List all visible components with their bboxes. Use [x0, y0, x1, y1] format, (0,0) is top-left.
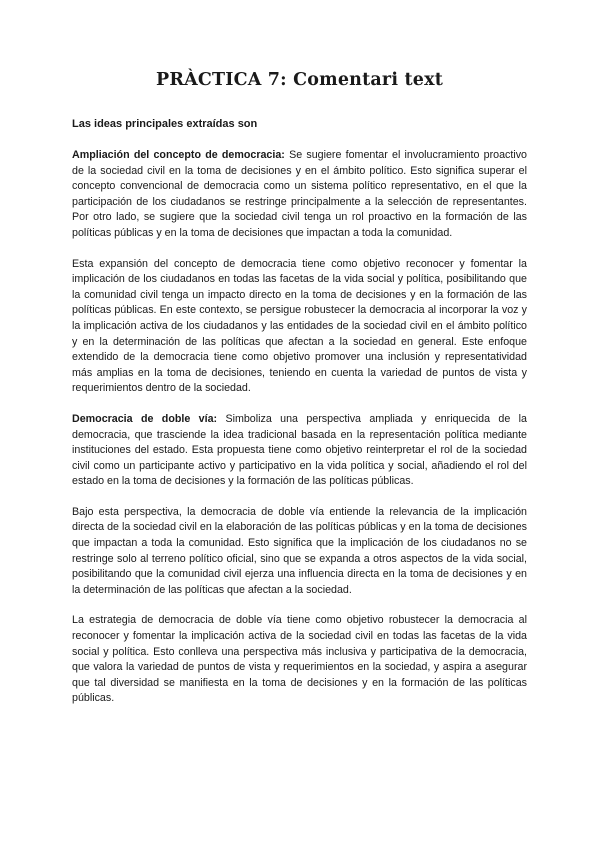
paragraph-2 — [72, 257, 527, 397]
paragraph-5-text: La estrategia de democracia de doble vía tiene como objetivo robustecer la democracia al reconocer y fomentar la implicación activa de la sociedad civil en todas las facetas de la vida social y política. Esto conlleva una perspectiva más inclusiva y participativa de la democracia, que valora la variedad de puntos de vista y requerimientos en la sociedad, y aspira a asegurar que tal diversidad se manifiesta en la toma de decisiones y en la formación de las políticas públicas. — [72, 614, 527, 705]
paragraph-2-text: Esta expansión del concepto de democracia tiene como objetivo reconocer y fomentar la implicación de los ciudadanos en todas las facetas de la vida social y política, posibilitando que la comunidad civil tenga un impacto directo en la toma de decisiones y en la formación de las políticas públicas. En este contexto, se persigue robustecer la democracia al incorporar la voz y la implicación activa de los ciudadanos y las entidades de la sociedad civil en el ámbito político y en la determinación de las políticas que afectan a la sociedad en general. Este enfoque extendido de la democracia tiene como objetivo promover una inclusión y representatividad más amplias en la toma de decisiones, teniendo en cuenta la variedad de puntos de vista y requerimientos dentro de la sociedad. — [72, 257, 527, 395]
document-title: PRÀCTICA 7: Comentari text — [155, 70, 444, 90]
paragraph-5 — [72, 613, 527, 707]
paragraph-3-text: Simboliza una perspectiva ampliada y enriquecida de la democracia, que trasciende la idea tradicional basada en la representación política mediante instituciones del estado. Esta propuesta tiene como objetivo reinterpretar el rol de la sociedad civil como un participante activo y participativo en la vida política y social, añadiendo el rol del estado en la toma de decisiones y la formación de las políticas públicas. — [72, 412, 527, 488]
paragraph-1 — [72, 148, 527, 242]
paragraph-4 — [72, 505, 527, 599]
document-subtitle: Las ideas principales extraídas son — [72, 118, 258, 130]
document-page — [72, 70, 527, 722]
paragraph-1-heading: Ampliación del concepto de democracia: — [72, 149, 285, 161]
paragraph-1-text: Se sugiere fomentar el involucramiento proactivo de la sociedad civil en la toma de decisiones y en el ámbito político. Esto significa superar el concepto convencional de democracia como un sistema político representativo, en el que la participación de los ciudadanos se restringe principalmente a la selección de representantes. Por otro lado, se sugiere que la sociedad civil tenga un rol proactivo en la formación de las políticas públicas y en la toma de decisiones que impactan a toda la comunidad. — [72, 149, 527, 239]
paragraph-3 — [72, 412, 527, 490]
paragraph-4-text: Bajo esta perspectiva, la democracia de doble vía entiende la relevancia de la implicación directa de la sociedad civil en la elaboración de las políticas públicas y en la toma de decisiones que impactan a toda la comunidad. Esto significa que la implicación de los ciudadanos no se restringe solo al terreno político oficial, sino que se expanda a otros aspectos de la vida social, posibilitando que la comunidad civil ejerza una influencia directa en la toma de decisiones y en la determinación de las políticas que afectan a la sociedad. — [72, 505, 527, 596]
paragraph-3-heading: Democracia de doble vía: — [72, 412, 218, 425]
